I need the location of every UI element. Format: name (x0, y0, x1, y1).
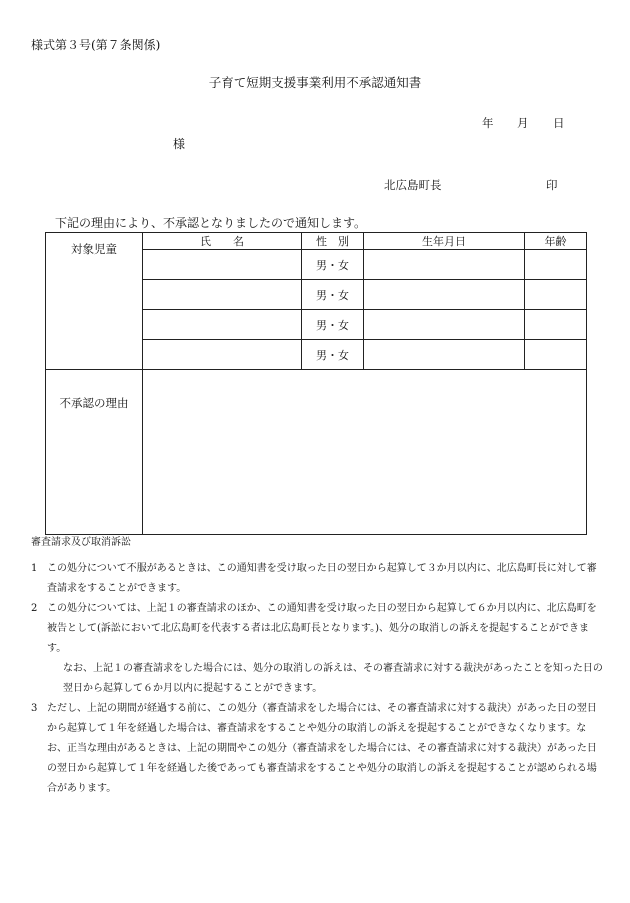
reason-label: 不承認の理由 (46, 370, 143, 535)
birthdate-cell[interactable] (364, 340, 525, 370)
sex-cell[interactable]: 男・女 (302, 250, 364, 280)
note-text: この処分について不服があるときは、この通知書を受け取った日の翌日から起算して３か月以内に、北広島町長に対して審査請求をすることができます。 (47, 563, 597, 594)
note-number: 1 (31, 563, 38, 574)
date-month-label: 月 (517, 116, 529, 130)
name-header: 氏 名 (143, 233, 302, 250)
birthdate-cell[interactable] (364, 280, 525, 310)
reason-row (46, 370, 587, 535)
name-cell[interactable] (143, 310, 302, 340)
age-cell[interactable] (525, 280, 587, 310)
age-cell[interactable] (525, 340, 587, 370)
name-cell[interactable] (143, 280, 302, 310)
sex-header: 性 別 (302, 233, 364, 250)
issuer-title: 北広島町長 (384, 178, 442, 192)
note-text: ただし、上記の期間が経過する前に、この処分（審査請求をした場合には、その審査請求に対する裁決）があった日の翌日から起算して１年を経過した場合は、審査請求をすることや処分の取消しの訴えを提起することができなくなります。なお、正当な理由があるときは、上記の期間やこの処分（審査請求をした場合には、その審査請求に対する裁決）があった日の翌日から起算して１年を経過した後であっても審査請求をすることや処分の取消しの訴えを提起することが認められる場合があります。 (47, 703, 597, 794)
note-text: この処分については、上記１の審査請求のほか、この通知書を受け取った日の翌日から起算して６か月以内に、北広島町を被告として(訴訟において北広島町を代表する者は北広島町長となります。)、処分の取消しの訴えを提起することができます。 (47, 603, 597, 654)
date-day-label: 日 (553, 116, 565, 130)
sex-cell[interactable]: 男・女 (302, 310, 364, 340)
sex-cell[interactable]: 男・女 (302, 340, 364, 370)
note-item (31, 559, 603, 599)
table-header-row (46, 233, 587, 250)
note-item (31, 699, 603, 799)
age-cell[interactable] (525, 310, 587, 340)
name-cell[interactable] (143, 340, 302, 370)
note-item (31, 599, 603, 699)
note-text: なお、上記１の審査請求をした場合には、処分の取消しの訴えは、その審査請求に対する裁決があったことを知った日の翌日から起算して６か月以内に提起することができます。 (63, 663, 603, 694)
document-title: 子育て短期支援事業利用不承認通知書 (208, 75, 422, 90)
age-header: 年齢 (525, 233, 587, 250)
child-info-table (45, 232, 587, 535)
name-cell[interactable] (143, 250, 302, 280)
addressee-suffix: 様 (173, 137, 186, 151)
note-number: 3 (31, 703, 38, 714)
birthdate-cell[interactable] (364, 250, 525, 280)
notes-heading: 審査請求及び取消訴訟 (31, 537, 131, 548)
note-number: 2 (31, 603, 38, 614)
sex-cell[interactable]: 男・女 (302, 280, 364, 310)
seal-mark: 印 (546, 178, 558, 192)
birthdate-cell[interactable] (364, 310, 525, 340)
form-number: 様式第３号(第７条関係) (31, 38, 161, 52)
intro-text: 下記の理由により、不承認となりましたので通知します。 (55, 216, 367, 230)
birthdate-header: 生年月日 (364, 233, 525, 250)
date-year-label: 年 (482, 116, 494, 130)
reason-field[interactable] (143, 370, 587, 535)
age-cell[interactable] (525, 250, 587, 280)
appeal-notes (31, 533, 603, 799)
target-children-label: 対象児童 (46, 233, 143, 370)
